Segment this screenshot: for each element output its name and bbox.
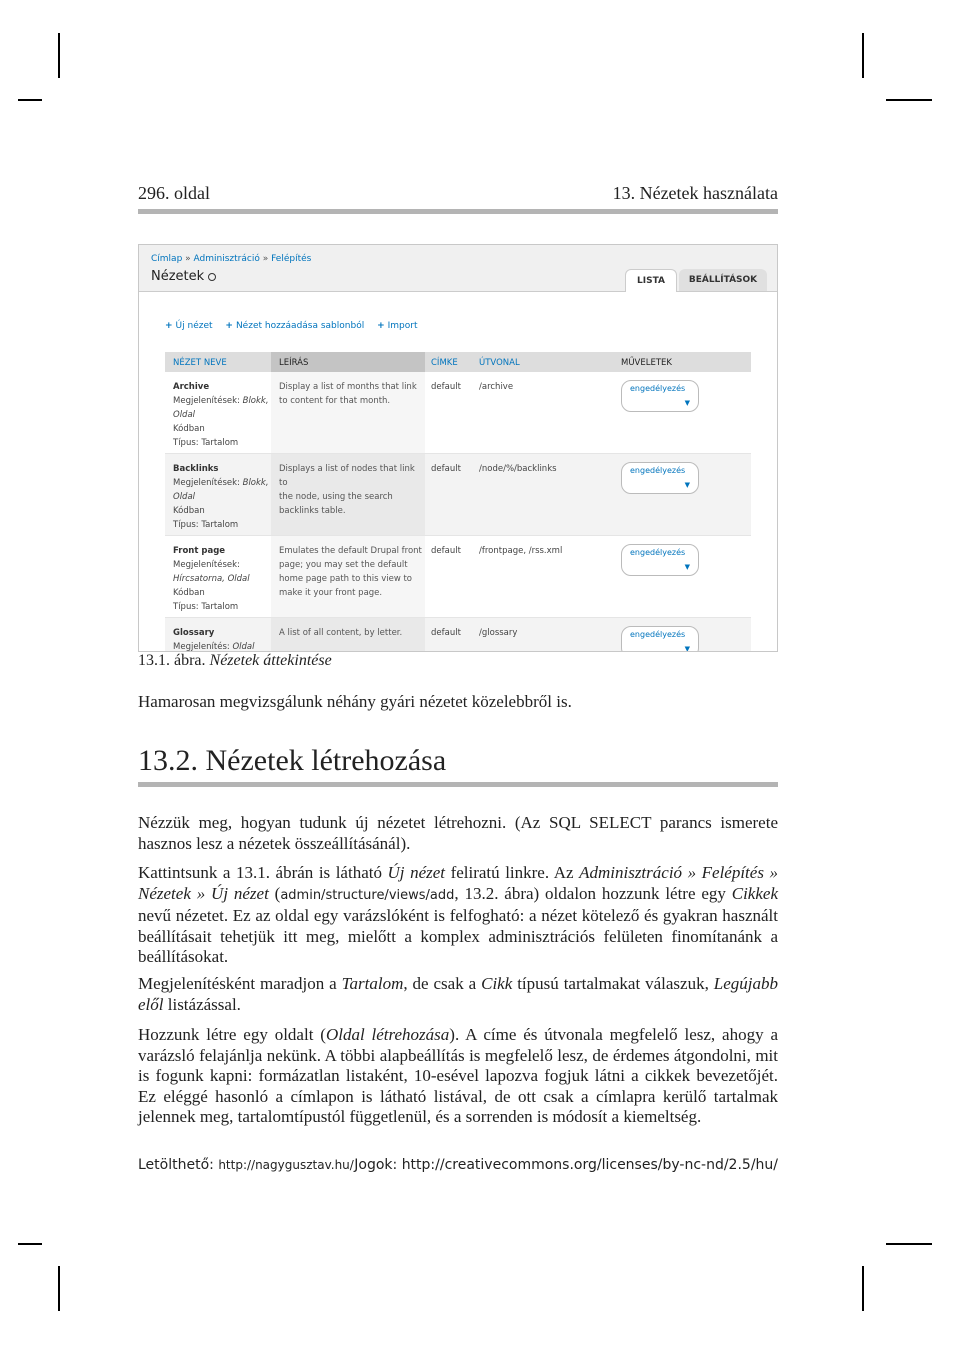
- description-line: Displays a list of nodes that link to: [279, 464, 415, 488]
- enable-label: engedélyezés: [630, 630, 686, 639]
- col-description[interactable]: LEÍRÁS: [279, 358, 309, 368]
- displays-label: Megjelenítések:: [173, 396, 240, 406]
- license-footer: [354, 1157, 778, 1173]
- add-from-template-label: Nézet hozzáadása sablonból: [235, 321, 365, 331]
- description-line: home page path to this view to: [279, 574, 413, 584]
- chevron-down-icon[interactable]: ▼: [684, 563, 690, 571]
- breadcrumb-home[interactable]: Címlap: [151, 254, 183, 264]
- displays-value: Hírcsatorna, Oldal: [173, 574, 250, 584]
- caption-number: 13.1. ábra.: [138, 652, 210, 669]
- displays-value: Blokk, Oldal: [173, 396, 269, 420]
- add-view-link[interactable]: [165, 321, 213, 331]
- view-description: [271, 454, 425, 535]
- view-operations: [621, 626, 699, 652]
- enable-label: engedélyezés: [630, 384, 686, 393]
- enable-dropbutton[interactable]: [621, 462, 699, 494]
- view-description: [271, 536, 425, 617]
- paragraph-2: [138, 863, 778, 968]
- text-run: , 13.2. ábra) oldalon hozzunk létre egy: [454, 883, 732, 903]
- paragraph-3: [138, 974, 778, 1015]
- text-run: nevű nézetet. Ez az oldal egy varázslóként is felfogható: a nézet kötelező és gyakran használt beállításait tehetjük itt meg, mielőtt a komplex adminisztrációs felületen finomítanánk a beállításokat.: [138, 906, 778, 966]
- crop-mark: [862, 33, 864, 78]
- paragraph-4: [138, 1025, 778, 1128]
- section-title: 13.2. Nézetek létrehozása: [138, 744, 447, 777]
- view-name-term: Cikkek: [731, 883, 778, 903]
- view-displays: [173, 476, 269, 504]
- view-tag: default: [431, 464, 461, 474]
- view-operations: [621, 544, 699, 576]
- crop-mark: [58, 1266, 60, 1311]
- caption-text: Nézetek áttekintése: [209, 652, 332, 669]
- term: Cikk: [481, 974, 513, 993]
- crop-mark: [18, 99, 42, 101]
- download-link[interactable]: http://nagygusztav.hu/: [218, 1158, 354, 1172]
- admin-header: [139, 245, 777, 292]
- text-run: listázással.: [163, 994, 241, 1014]
- col-operations: MŰVELETEK: [621, 358, 672, 368]
- view-displays: [173, 394, 269, 422]
- text-run: ). A címe és útvonala megfelelő lesz, ahogy a varázsló felajánlja nekünk. A többi alapbeállítás is megfelelő lesz, de érdemes átgondolni, mit is fogunk kapni: formázatlan listaként, 10-esével lapozva fogjuk látni a cikkek bevezetőjét. Ez eléggé hasonló a címlapon is látható listával, de ott csak a címlapra kerülő tartalmak jelennek meg, tartalomtípustól függetlenül, és a sorrenden is módosít a kiemeltség.: [138, 1025, 778, 1126]
- tab-settings[interactable]: BEÁLLÍTÁSOK: [679, 269, 767, 291]
- enable-dropbutton[interactable]: [621, 626, 699, 652]
- crop-mark: [886, 99, 932, 101]
- license-link[interactable]: http://creativecommons.org/licenses/by-nc-nd/2.5/hu/: [401, 1157, 778, 1173]
- view-storage: Kódban: [173, 424, 205, 434]
- view-name: Backlinks: [173, 464, 219, 474]
- description-line: backlinks table.: [279, 506, 346, 516]
- chevron-down-icon[interactable]: ▼: [684, 399, 690, 407]
- plus-icon: +: [225, 321, 233, 331]
- term: Oldal létrehozása: [325, 1025, 450, 1044]
- table-row: [165, 454, 751, 536]
- view-name: Front page: [173, 546, 226, 556]
- figure-caption: [138, 652, 332, 670]
- views-table: [165, 352, 751, 652]
- crop-mark: [58, 33, 60, 78]
- displays-label: Megjelenítés:: [173, 642, 230, 652]
- view-description: [271, 618, 425, 652]
- page-number: 296. oldal: [138, 183, 210, 203]
- view-operations: [621, 462, 699, 494]
- header-rule: [138, 209, 778, 214]
- view-path: /node/%/backlinks: [479, 464, 557, 474]
- crop-mark: [862, 1266, 864, 1311]
- description-line: to content for that month.: [279, 396, 391, 406]
- view-path: /glossary: [479, 628, 518, 638]
- col-tag[interactable]: CÍMKE: [431, 358, 458, 368]
- term: Legújabb elől: [138, 974, 778, 1014]
- view-storage: Kódban: [173, 506, 205, 516]
- view-displays: [173, 640, 269, 652]
- view-path: /frontpage, /rss.xml: [479, 546, 563, 556]
- breadcrumb: [151, 254, 311, 264]
- view-description: [271, 372, 425, 453]
- chevron-down-icon[interactable]: ▼: [684, 645, 690, 652]
- description-line: Display a list of months that link: [279, 382, 417, 392]
- text-run: Hozzunk létre egy oldalt (: [138, 1025, 326, 1044]
- view-path: /archive: [479, 382, 514, 392]
- add-view-label: Új nézet: [175, 321, 213, 331]
- view-type: Típus: Tartalom: [173, 520, 239, 530]
- enable-dropbutton[interactable]: [621, 380, 699, 412]
- view-name-cell: [173, 544, 269, 614]
- action-links: [165, 321, 428, 331]
- breadcrumb-structure[interactable]: Felépítés: [271, 254, 312, 264]
- crop-mark: [18, 1243, 42, 1245]
- description-line: A list of all content, by letter.: [279, 628, 403, 638]
- views-screenshot: [138, 244, 778, 652]
- text-run: Kattintsunk a 13.1. ábrán is látható: [138, 863, 388, 882]
- table-row: [165, 372, 751, 454]
- col-path[interactable]: ÚTVONAL: [479, 358, 520, 368]
- table-header: [165, 352, 751, 372]
- table-row: [165, 536, 751, 618]
- view-tag: default: [431, 382, 461, 392]
- license-label: Jogok:: [354, 1157, 402, 1173]
- ui-term: Új nézet: [387, 863, 446, 882]
- view-name-cell: [173, 380, 269, 450]
- view-name-cell: [173, 462, 269, 532]
- view-operations: [621, 380, 699, 412]
- description-line: page; you may set the default: [279, 560, 408, 570]
- breadcrumb-separator: »: [262, 254, 269, 264]
- displays-label: Megjelenítések:: [173, 560, 240, 570]
- text-run: feliratú linkre. Az: [445, 863, 580, 882]
- add-from-template-link[interactable]: [225, 321, 364, 331]
- term: Tartalom: [341, 974, 404, 993]
- crop-mark: [886, 1243, 932, 1245]
- view-name: Archive: [173, 382, 210, 392]
- views-title-text: Nézetek: [151, 269, 205, 284]
- paragraph-1: Nézzük meg, hogyan tudunk új nézetet létrehozni. (Az SQL SELECT parancs ismerete hasznos lesz a nézetek összeállításánál).: [138, 813, 778, 853]
- col-view-name[interactable]: NÉZET NEVE: [173, 358, 227, 368]
- breadcrumb-separator: »: [185, 254, 191, 264]
- tab-list[interactable]: LISTA: [625, 269, 677, 292]
- views-title: [151, 269, 216, 284]
- view-type: Típus: Tartalom: [173, 438, 239, 448]
- displays-label: Megjelenítések:: [173, 478, 240, 488]
- intro-paragraph: Hamarosan megvizsgálunk néhány gyári nézetet közelebbről is.: [138, 692, 572, 711]
- text-run: Megjelenítésként maradjon a: [138, 974, 342, 993]
- text-run: típusú tartalmakat válaszuk,: [512, 974, 714, 993]
- chevron-down-icon[interactable]: ▼: [684, 481, 690, 489]
- chapter-title: 13. Nézetek használata: [612, 183, 778, 203]
- view-name: Glossary: [173, 628, 215, 638]
- view-name-cell: [173, 626, 269, 652]
- section-rule: [138, 782, 778, 787]
- text-run: (: [268, 883, 281, 903]
- gear-icon[interactable]: [208, 273, 216, 281]
- ui-path: Adminisztráció » Felépítés » Nézetek » Új nézet: [138, 863, 778, 903]
- displays-value: Oldal: [232, 642, 255, 652]
- description-line: the node, using the search: [279, 492, 393, 502]
- enable-label: engedélyezés: [630, 548, 686, 557]
- code-path: admin/structure/views/add: [280, 887, 455, 903]
- enable-dropbutton[interactable]: [621, 544, 699, 576]
- view-type: Típus: Tartalom: [173, 602, 239, 612]
- download-footer: [138, 1157, 354, 1173]
- displays-value: Blokk, Oldal: [173, 478, 269, 502]
- table-row: [165, 618, 751, 652]
- description-line: Emulates the default Drupal front: [279, 546, 422, 556]
- description-line: make it your front page.: [279, 588, 383, 598]
- breadcrumb-admin[interactable]: Adminisztráció: [193, 254, 260, 264]
- import-link[interactable]: [377, 321, 417, 331]
- import-label: Import: [387, 321, 418, 331]
- enable-label: engedélyezés: [630, 466, 686, 475]
- download-label: Letölthető:: [138, 1157, 219, 1173]
- text-run: , de csak a: [403, 974, 482, 993]
- view-tag: default: [431, 546, 461, 556]
- plus-icon: +: [377, 321, 385, 331]
- view-tag: default: [431, 628, 461, 638]
- plus-icon: +: [165, 321, 173, 331]
- view-storage: Kódban: [173, 588, 205, 598]
